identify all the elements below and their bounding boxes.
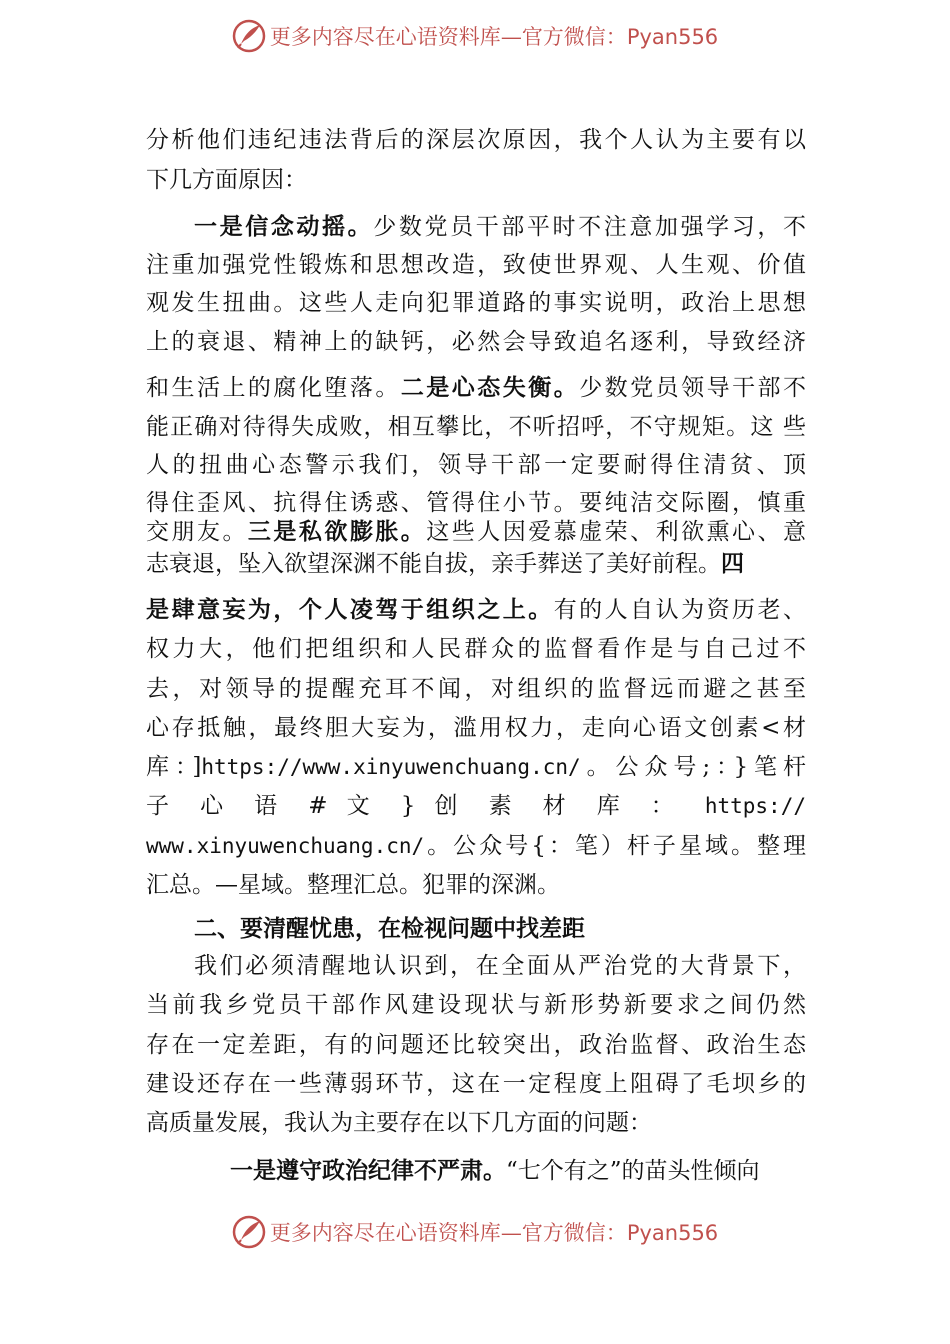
quill-logo-icon (232, 1215, 266, 1249)
body-text: 得住歪风、抗得住诱惑、管得住小节。要纯洁交际圈，慎重 (146, 490, 806, 516)
body-text: 当前我乡党员干部作风建设现状与新形势新要求之间仍然 (146, 992, 806, 1018)
body-text: 权力大，他们把组织和人民群众的监督看作是与自己过不 (146, 636, 806, 662)
text-line (146, 373, 806, 403)
text-line (146, 791, 806, 821)
body-text: 上的衰退、精神上的缺钙，必然会导致追名逐利，导致经济 (146, 329, 806, 355)
text-line (230, 1156, 806, 1186)
body-text: 汇总。—星域。整理汇总。犯罪的深渊。 (146, 872, 560, 898)
body-text: 观发生扭曲。这些人走向犯罪道路的事实说明，政治上思想 (146, 290, 806, 316)
body-text: 存在一定差距，有的问题还比较突出，政治监督、政治生态 (146, 1032, 806, 1058)
url-text: www.xinyuwenchuang.cn/ (146, 834, 425, 858)
body-text: “七个有之”的苗头性倾向 (506, 1158, 760, 1184)
bold-heading-text: 是肆意妄为，个人凌驾于组织之上。 (146, 597, 554, 623)
bold-heading-text: 三是私欲膨胀。 (247, 519, 427, 545)
body-text: 人的扭曲心态警示我们，领导干部一定要耐得住清贫、顶 (146, 452, 806, 478)
text-line (146, 327, 806, 357)
text-line (146, 517, 806, 547)
footer-banner (0, 1212, 950, 1252)
banner-text: 更多内容尽在心语资料库—官方微信：Pyan556 (269, 1221, 719, 1245)
bold-heading-text: 四 (721, 551, 744, 577)
body-text: 。公众号{：笔）杆子星域。整理 (424, 833, 806, 859)
body-text: 我们必须清醒地认识到，在全面从严治党的大背景下， (194, 953, 806, 979)
body-text: 志衰退，坠入欲望深渊不能自拔，亲手葬送了美好前程。 (146, 551, 721, 577)
text-line (194, 914, 806, 944)
text-line (146, 250, 806, 280)
text-line (146, 595, 806, 625)
bold-heading-text: 二是心态失衡。 (400, 375, 580, 401)
text-line (146, 990, 806, 1020)
body-text: 子 心 语 # 文 } 创 素 材 库 ： (146, 793, 705, 819)
body-text: 心存抵触，最终胆大妄为，滥用权力，走向心语文创素<材 (146, 715, 806, 741)
body-text: 高质量发展，我认为主要存在以下几方面的问题： (146, 1110, 652, 1136)
text-line (146, 870, 806, 900)
body-text: 少数党员领导干部不 (579, 375, 807, 401)
text-line (146, 831, 806, 861)
body-text: 建设还存在一些薄弱环节，这在一定程度上阻碍了毛坝乡的 (146, 1071, 806, 1097)
text-line (146, 125, 806, 155)
body-text: 分析他们违纪违法背后的深层次原因，我个人认为主要有以 (146, 127, 806, 153)
bold-heading-text: 一是遵守政治纪律不严肃。 (230, 1158, 506, 1184)
body-text: 下几方面原因： (146, 167, 307, 193)
quill-logo-icon (232, 19, 266, 53)
text-line (146, 634, 806, 664)
text-line (146, 713, 806, 743)
body-text: 有的人自认为资历老、 (553, 597, 807, 623)
text-line (146, 1030, 806, 1060)
url-text: https://www.xinyuwenchuang.cn/ (201, 755, 581, 779)
text-line (146, 488, 806, 518)
text-line (146, 1069, 806, 1099)
text-line (146, 412, 806, 442)
text-line (194, 212, 806, 242)
body-text: 少数党员干部平时不注意加强学习，不 (373, 214, 807, 240)
body-text: 。公众号;：}笔杆 (580, 754, 806, 780)
text-line (146, 450, 806, 480)
bold-heading-text: 二、要清醒忧患，在检视问题中找差距 (194, 916, 585, 942)
header-banner (0, 16, 950, 56)
text-line (146, 674, 806, 704)
text-line (146, 288, 806, 318)
body-text: 注重加强党性锻炼和思想改造，致使世界观、人生观、价值 (146, 252, 806, 278)
text-line (194, 951, 806, 981)
text-line (146, 165, 806, 195)
text-line (146, 549, 806, 579)
body-text: 库：] (146, 754, 202, 780)
banner-text: 更多内容尽在心语资料库—官方微信：Pyan556 (269, 25, 719, 49)
body-text: 这些人因爱慕虚荣、利欲熏心、意 (426, 519, 807, 545)
body-text: 和生活上的腐化堕落。 (146, 375, 401, 401)
bold-heading-text: 一是信念动摇。 (194, 214, 374, 240)
url-text: https:// (704, 794, 806, 818)
text-line (146, 752, 806, 782)
body-text: 能正确对待得失成败，相互攀比，不听招呼，不守规矩。这 些 (146, 414, 806, 440)
body-text: 去，对领导的提醒充耳不闻，对组织的监督远而避之甚至 (146, 676, 806, 702)
body-text: 交朋友。 (146, 519, 248, 545)
text-line (146, 1108, 806, 1138)
